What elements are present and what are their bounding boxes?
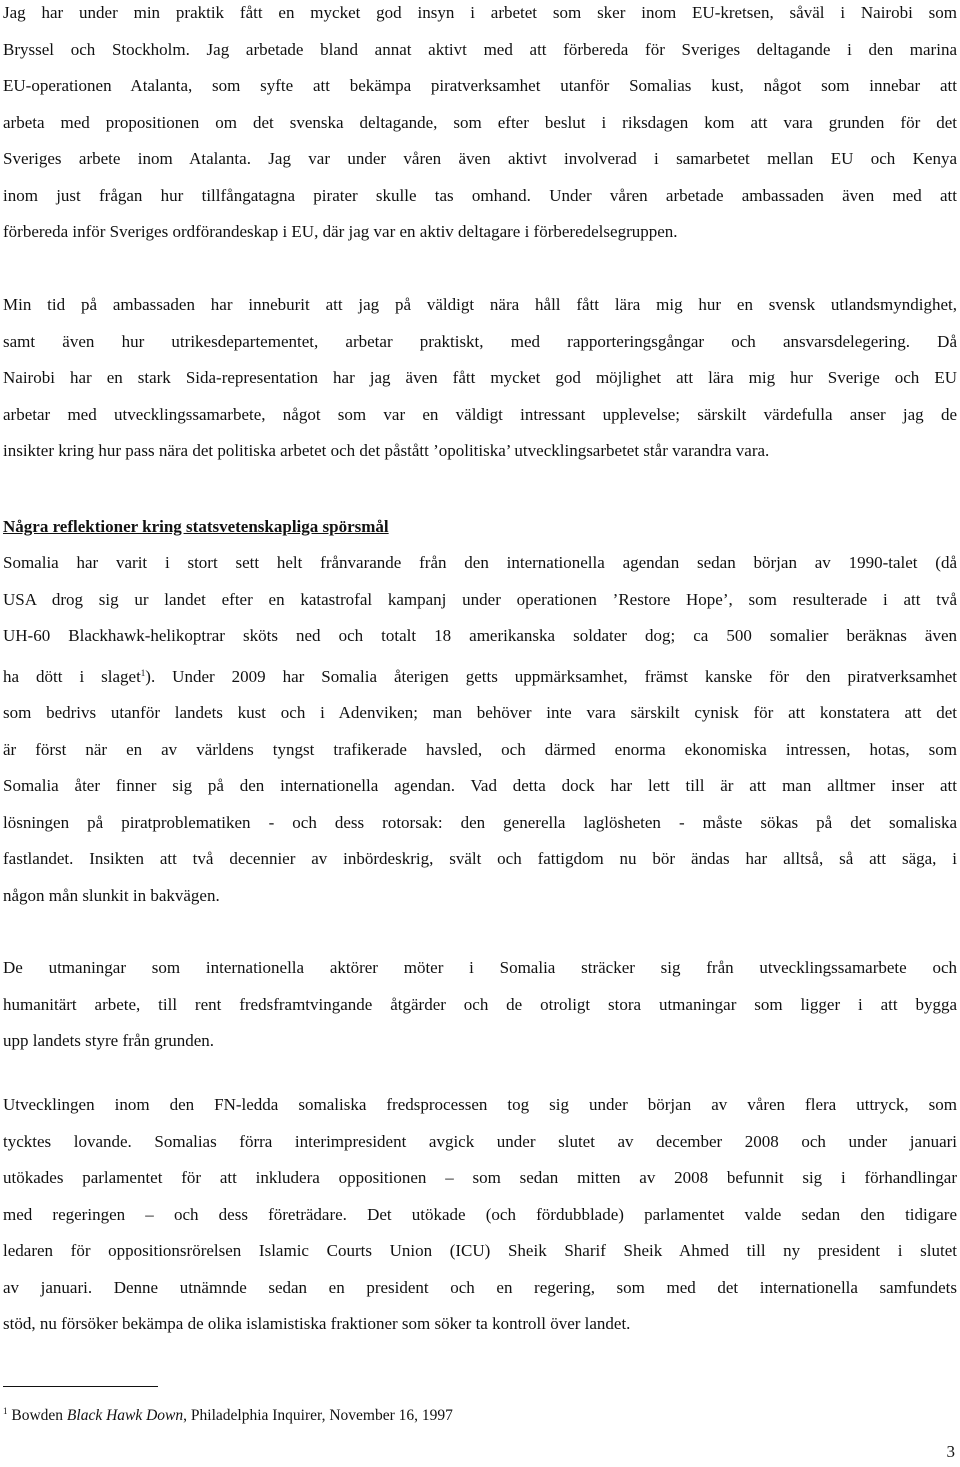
text-line: Somalia har varit i stort sett helt frånvarande från den internationella agendan sedan början av 1990-talet (då	[3, 553, 957, 572]
text-line: utökades parlamentet för att inkludera oppositionen – som sedan mitten av 2008 befunnit sig i förhandlingar	[3, 1168, 957, 1187]
text-line: som bedrivs utanför landets kust och i Adenviken; man behöver inte vara särskilt cynisk för att konstatera att det	[3, 703, 957, 722]
text-line: ledaren för oppositionsrörelsen Islamic Courts Union (ICU) Sheik Sharif Sheik Ahmed till ny president i slutet	[3, 1241, 957, 1260]
text-segment: ha dött i slaget	[3, 666, 141, 686]
text-line: stöd, nu försöker bekämpa de olika islamistiska fraktioner som söker ta kontroll över landet.	[3, 1314, 631, 1333]
paragraph-somalia-agenda	[3, 545, 957, 914]
text-line: Nairobi har en stark Sida-representation har jag även fått mycket god möjlighet att lära mig hur Sverige och EU	[3, 368, 957, 387]
text-line: Somalia åter finner sig på den internationella agendan. Vad detta dock har lett till är att man alltmer inser att	[3, 776, 957, 795]
footnote	[3, 1400, 453, 1427]
page-number: 3	[946, 1442, 955, 1461]
text-line: Jag har under min praktik fått en mycket god insyn i arbetet som sker inom EU-kretsen, såväl i Nairobi som	[3, 3, 957, 22]
footnote-source: , Philadelphia Inquirer, November 16, 1997	[183, 1407, 453, 1424]
text-segment: ). Under 2009 har Somalia återigen getts uppmärksamhet, främst kanske för den piratverksamhet	[145, 666, 957, 686]
text-line: De utmaningar som internationella aktörer möter i Somalia sträcker sig från utvecklingssamarbete och	[3, 958, 957, 977]
text-line: Utvecklingen inom den FN-ledda somaliska fredsprocessen tog sig under början av våren flera uttryck, som	[3, 1095, 957, 1114]
text-line: Sveriges arbete inom Atalanta. Jag var under våren även aktivt involverad i samarbetet mellan EU och Kenya	[3, 149, 957, 168]
paragraph-challenges	[3, 950, 957, 1060]
footnote-reference[interactable]: 1	[140, 667, 146, 678]
footnote-separator	[3, 1386, 158, 1387]
footnote-author: Bowden	[11, 1407, 67, 1424]
text-line: EU-operationen Atalanta, som syfte att bekämpa piratverksamhet utanför Somalias kust, något som innebar att	[3, 76, 957, 95]
text-line: upp landets styre från grunden.	[3, 1031, 215, 1050]
paragraph-peace-process	[3, 1087, 957, 1343]
text-line: arbetar med utvecklingssamarbete, något som var en väldigt intressant upplevelse; särskilt värdefulla anser jag de	[3, 404, 957, 424]
text-line: fastlandet. Insikten att två decennier av inbördeskrig, svält och fattigdom nu bör ändas har alltså, så att säga, i	[3, 849, 957, 868]
text-line: humanitärt arbete, till rent fredsframtvingande åtgärder och de otroligt stora utmaningar som ligger i att bygga	[3, 994, 957, 1014]
text-line: Min tid på ambassaden har inneburit att jag på väldigt nära håll fått lära mig hur en svensk utlandsmyndighet,	[3, 295, 957, 314]
text-line: någon mån slunkit in bakvägen.	[3, 885, 220, 905]
section-heading: Några reflektioner kring statsvetenskapliga spörsmål	[3, 517, 389, 536]
footnote-title: Black Hawk Down	[66, 1407, 184, 1424]
text-line: UH-60 Blackhawk-helikoptrar sköts ned och totalt 18 amerikanska soldater dog; ca 500 somalier beräknas även	[3, 626, 957, 645]
footnote-number: 1	[3, 1406, 8, 1416]
text-line: arbeta med propositionen om det svenska deltagande, som efter beslut i riksdagen kom att vara grunden för det	[3, 112, 957, 132]
paragraph-internship-eu	[3, 0, 957, 251]
text-line: Bryssel och Stockholm. Jag arbetade bland annat aktivt med att förbereda för Sveriges deltagande i den marina	[3, 39, 957, 59]
text-line: lösningen på piratproblematiken - och dess rotorsak: den generella laglösheten - måste sökas på det somaliska	[3, 812, 957, 832]
text-line: förbereda inför Sveriges ordförandeskap i EU, där jag var en aktiv deltagare i förberedelsegruppen.	[3, 222, 678, 241]
text-line	[3, 655, 957, 696]
text-line: samt även hur utrikesdepartementet, arbetar praktiskt, med rapporteringsgångar och ansvarsdelegering. Då	[3, 331, 957, 351]
text-line: inom just frågan hur tillfångatagna pirater skulle tas omhand. Under våren arbetade ambassaden även med att	[3, 185, 957, 205]
text-line: insikter kring hur pass nära det politiska arbetet och det påstått ’opolitiska’ utvecklingsarbetet står varandra vara.	[3, 441, 770, 460]
text-line: av januari. Denne utnämnde sedan en president och en regering, som med det internationella samfundets	[3, 1277, 957, 1297]
text-line: är först när en av världens tyngst trafikerade havsled, och därmed enorma ekonomiska intressen, hotas, som	[3, 739, 957, 759]
text-line: USA drog sig ur landet efter en katastrofal kampanj under operationen ’Restore Hope’, som resulterade i att två	[3, 589, 957, 609]
text-line: med regeringen – och dess företrädare. Det utökade (och fördubblade) parlamentet valde sedan den tidigare	[3, 1204, 957, 1224]
paragraph-embassy-experience	[3, 287, 957, 470]
text-line: tycktes lovande. Somalias förra interimpresident avgick under slutet av december 2008 och under januari	[3, 1131, 957, 1151]
